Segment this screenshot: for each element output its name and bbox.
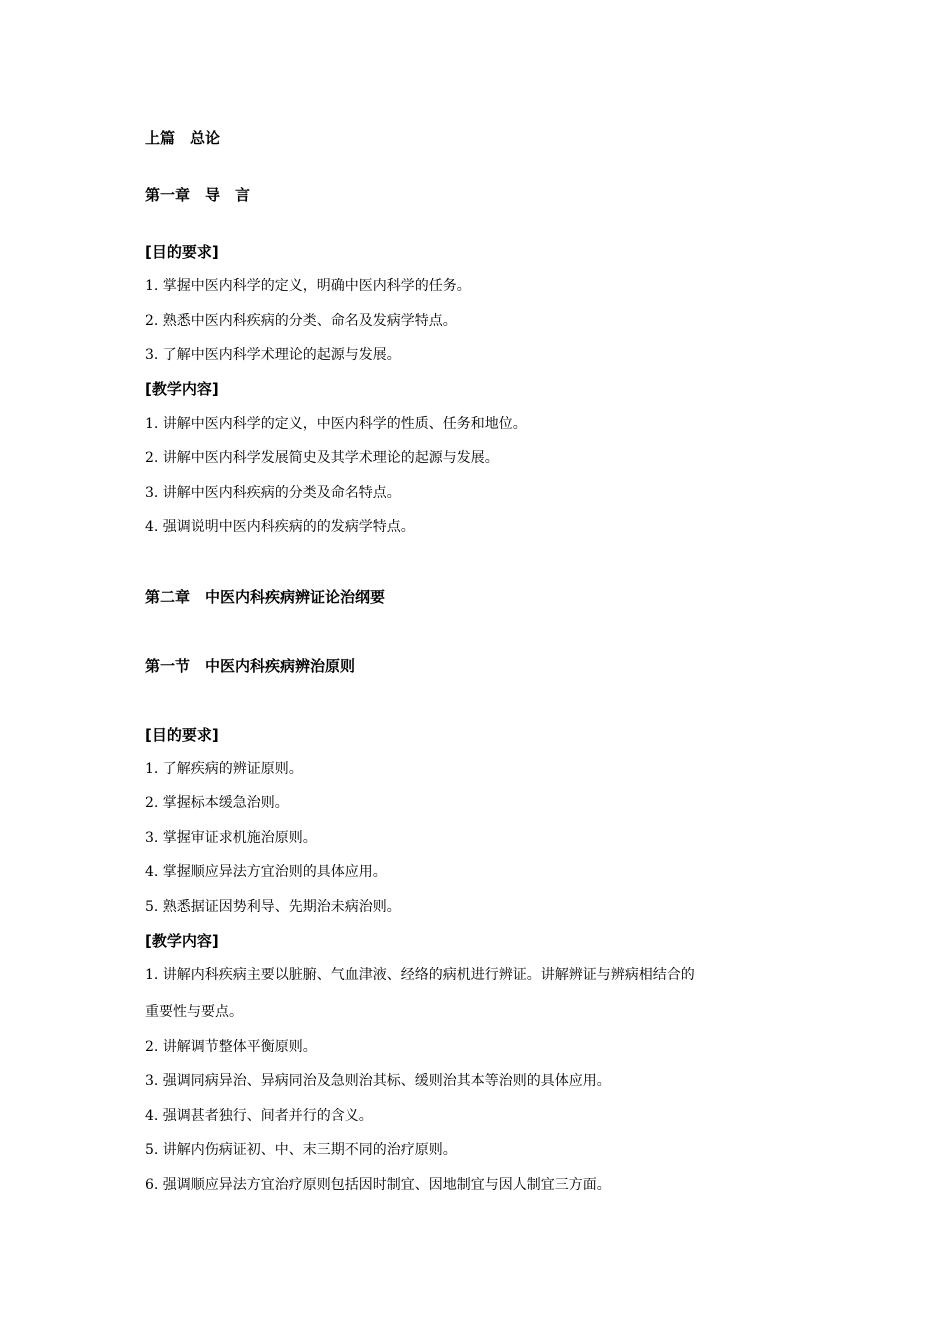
- chapter1-content-label: [教学内容]: [145, 380, 219, 398]
- chapter1-objective-1: 1. 掌握中医内科学的定义，明确中医内科学的任务。: [145, 278, 471, 294]
- chapter2-title: 第二章 中医内科疾病辨证论治纲要: [145, 588, 386, 606]
- chapter2-objective-5: 5. 熟悉据证因势利导、先期治未病治则。: [145, 899, 401, 915]
- chapter2-objective-3: 3. 掌握审证求机施治原则。: [145, 830, 317, 846]
- chapter2-content-4: 4. 强调甚者独行、间者并行的含义。: [145, 1108, 373, 1124]
- chapter2-objectives-label: [目的要求]: [145, 726, 219, 744]
- chapter2-content-1-line1: 1. 讲解内科疾病主要以脏腑、气血津液、经络的病机进行辨证。讲解辨证与辨病相结合的: [145, 967, 695, 983]
- chapter2-content-6: 6. 强调顺应异法方宜治疗原则包括因时制宜、因地制宜与因人制宜三方面。: [145, 1177, 611, 1193]
- part-title: 上篇 总论: [145, 129, 221, 147]
- chapter2-section1-title: 第一节 中医内科疾病辨治原则: [145, 657, 356, 675]
- chapter2-content-3: 3. 强调同病异治、异病同治及急则治其标、缓则治其本等治则的具体应用。: [145, 1073, 611, 1089]
- chapter2-objective-4: 4. 掌握顺应异法方宜治则的具体应用。: [145, 864, 387, 880]
- chapter1-objective-2: 2. 熟悉中医内科疾病的分类、命名及发病学特点。: [145, 313, 457, 329]
- chapter2-content-1-line2: 重要性与要点。: [145, 1004, 243, 1020]
- chapter1-content-1: 1. 讲解中医内科学的定义，中医内科学的性质、任务和地位。: [145, 416, 527, 432]
- chapter2-content-label: [教学内容]: [145, 932, 219, 950]
- chapter2-content-2: 2. 讲解调节整体平衡原则。: [145, 1039, 317, 1055]
- chapter1-objective-3: 3. 了解中医内科学术理论的起源与发展。: [145, 347, 401, 363]
- chapter2-objective-2: 2. 掌握标本缓急治则。: [145, 795, 289, 811]
- chapter1-objectives-label: [目的要求]: [145, 243, 219, 261]
- chapter1-title: 第一章 导 言: [145, 186, 251, 204]
- chapter1-content-4: 4. 强调说明中医内科疾病的的发病学特点。: [145, 519, 415, 535]
- chapter1-content-2: 2. 讲解中医内科学发展简史及其学术理论的起源与发展。: [145, 450, 499, 466]
- chapter2-objective-1: 1. 了解疾病的辨证原则。: [145, 761, 303, 777]
- chapter2-content-5: 5. 讲解内伤病证初、中、末三期不同的治疗原则。: [145, 1142, 457, 1158]
- chapter1-content-3: 3. 讲解中医内科疾病的分类及命名特点。: [145, 485, 401, 501]
